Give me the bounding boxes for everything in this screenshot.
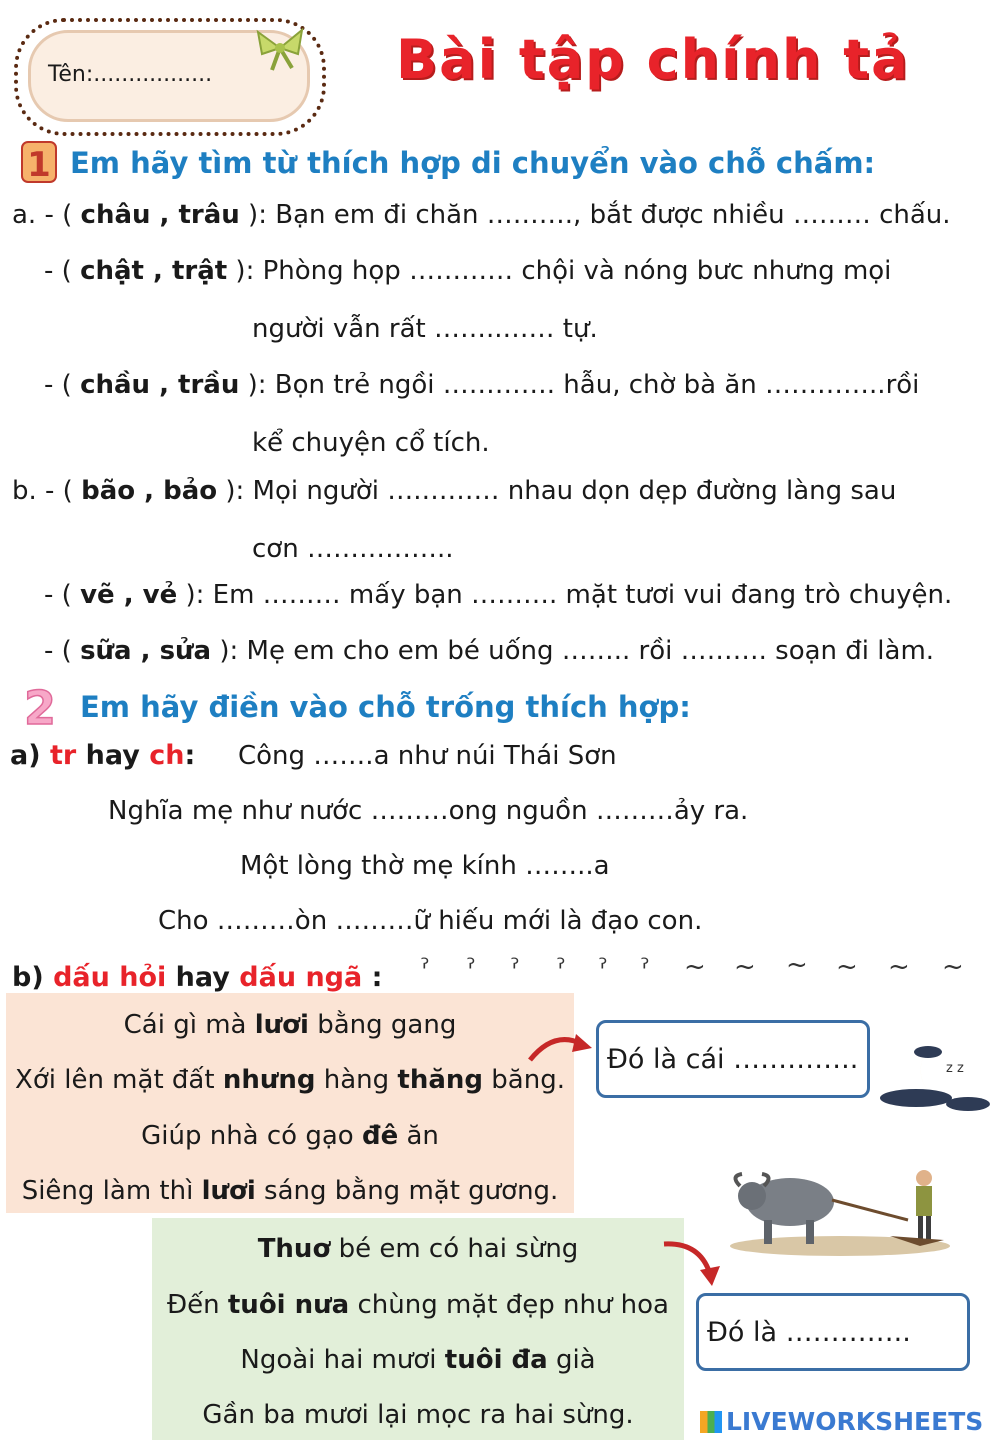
hoi-mark-tile[interactable]: ˀ xyxy=(510,954,520,984)
poem-line: Công …….a như núi Thái Sơn xyxy=(238,741,617,771)
poem-line: Một lòng thờ mẹ kính ……..a xyxy=(240,851,610,881)
buffalo-plowing-image xyxy=(720,1140,960,1260)
arrow-icon xyxy=(660,1236,724,1288)
hoi-mark-tile[interactable]: ˀ xyxy=(556,954,566,984)
exercise-a2: - ( chật , trật ): Phòng họp ………… chội và nóng bưc nhưng mọi xyxy=(44,256,892,286)
word-choices: sữa , sửa xyxy=(80,636,212,666)
exercise-b1: b. - ( bão , bảo ): Mọi người ….……… nhau dọn dẹp đường làng sau xyxy=(12,476,897,506)
nga-mark-tile[interactable]: ~ xyxy=(786,950,808,980)
answer2-box[interactable]: Đó là ………….. xyxy=(696,1293,970,1371)
exercise-b1-continued: cơn …………….. xyxy=(252,534,454,564)
section1-title: Em hãy tìm từ thích hợp di chuyển vào chỗ chấm: xyxy=(70,146,876,180)
poem-line: Nghĩa mẹ như nước ………ong nguồn ………ảy ra. xyxy=(108,796,749,826)
liveworksheets-logo: LIVEWORKSHEETS xyxy=(700,1407,983,1436)
svg-text:z z: z z xyxy=(946,1061,964,1076)
riddle2-line: Gần ba mươi lại mọc ra hai sừng. xyxy=(202,1400,634,1430)
number-two-icon xyxy=(14,682,66,730)
nga-mark-tile[interactable]: ~ xyxy=(942,952,964,982)
word-choices: châu , trâu xyxy=(80,200,240,230)
logo-icon xyxy=(700,1411,722,1433)
hoi-mark-tile[interactable]: ˀ xyxy=(420,954,430,984)
word-choices: vẽ , vẻ xyxy=(80,580,178,610)
exercise-b2: - ( vẽ , vẻ ): Em ……… mấy bạn ………. mặt tươi vui đang trò chuyện. xyxy=(44,580,953,610)
nga-mark-tile[interactable]: ~ xyxy=(888,952,910,982)
part-b-label: b) dấu hỏi hay dấu ngã : xyxy=(12,962,383,993)
word-choices: chật , trật xyxy=(80,256,228,286)
exercise-a1: a. - ( châu , trâu ): Bạn em đi chăn ………., bắt được nhiều ……… chấu. xyxy=(12,200,951,230)
section1-number: 1 xyxy=(27,145,51,184)
nga-mark-tile[interactable]: ~ xyxy=(836,952,858,982)
nga-mark-tile[interactable]: ~ xyxy=(684,952,706,982)
page-title: Bài tập chính tả xyxy=(396,28,910,91)
part-a-label: a) tr hay ch: xyxy=(10,740,196,771)
riddle1-line: Xới lên mặt đất nhưng hàng thăng băng. xyxy=(15,1065,565,1095)
riddle1-line: Siêng làm thì lươi sáng bằng mặt gương. xyxy=(21,1176,559,1206)
moon-icon xyxy=(876,1036,994,1116)
name-field[interactable]: Tên:................. xyxy=(48,62,213,87)
nga-mark-tile[interactable]: ~ xyxy=(734,952,756,982)
hoi-mark-tile[interactable]: ˀ xyxy=(640,954,650,984)
poem-line: Cho ………òn ………ữ hiếu mới là đạo con. xyxy=(158,906,703,936)
exercise-a3-continued: kể chuyện cổ tích. xyxy=(252,428,490,458)
section2-title: Em hãy điền vào chỗ trống thích hợp: xyxy=(80,690,691,724)
answer1-box[interactable]: Đó là cái ………….. xyxy=(596,1020,870,1098)
riddle1-line: Cái gì mà lươi bằng gang xyxy=(123,1010,457,1040)
ribbon-bow-icon xyxy=(252,24,308,72)
number-one-icon xyxy=(18,140,66,184)
hoi-mark-tile[interactable]: ˀ xyxy=(466,954,476,984)
riddle2-line: Đến tuôi nưa chùng mặt đẹp như hoa xyxy=(166,1290,669,1320)
arrow-icon xyxy=(526,1026,596,1066)
exercise-a3: - ( chầu , trầu ): Bọn trẻ ngồi …………. hẫu, chờ bà ăn …………..rồi xyxy=(44,370,920,400)
riddle2-line: Ngoài hai mươi tuôi đa già xyxy=(240,1345,596,1375)
word-choices: bão , bảo xyxy=(81,476,218,506)
exercise-b3: - ( sữa , sửa ): Mẹ em cho em bé uống …….. rồi ………. soạn đi làm. xyxy=(44,636,935,666)
word-choices: chầu , trầu xyxy=(80,370,240,400)
riddle2-line: Thuơ bé em có hai sừng xyxy=(257,1234,579,1264)
hoi-mark-tile[interactable]: ˀ xyxy=(598,954,608,984)
section2-number: 2 xyxy=(23,682,57,730)
exercise-a2-continued: người vẫn rất ……..…… tự. xyxy=(252,314,598,344)
riddle1-line: Giúp nhà có gạo đê ăn xyxy=(141,1121,439,1151)
